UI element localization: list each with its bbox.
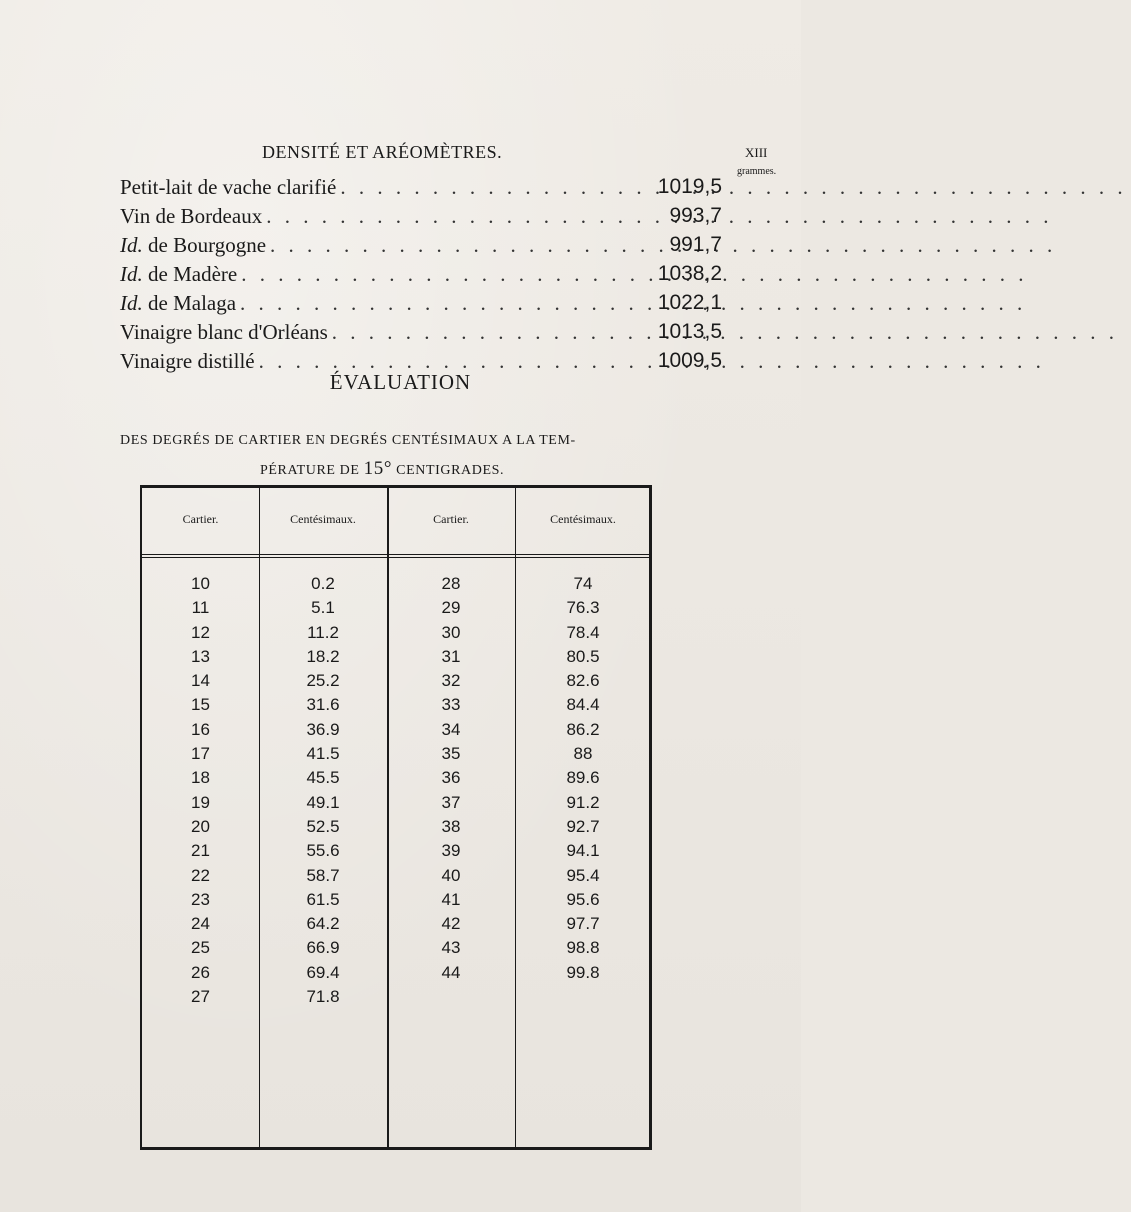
density-item-name: Id. de Malaga	[120, 291, 237, 315]
table-cell: 25.2	[306, 671, 340, 691]
header-title: DENSITÉ ET ARÉOMÈTRES.	[262, 142, 503, 162]
table-cell: 22	[191, 865, 210, 885]
density-item-name: Id. de Madère	[120, 262, 238, 286]
table-cell: 86.2	[566, 719, 600, 739]
table-cell: 52.5	[306, 816, 340, 836]
table-cell: 95.4	[566, 865, 600, 885]
column-centesimaux-left	[259, 572, 387, 1009]
column-centesimaux-right	[515, 572, 651, 985]
table-cell: 71.8	[306, 987, 340, 1007]
density-value: 1019,5	[657, 175, 722, 198]
table-cell: 14	[191, 671, 210, 691]
table-cell: 66.9	[306, 938, 340, 958]
table-cell: 29	[441, 598, 461, 618]
table-cell: 35	[441, 744, 461, 764]
table-header	[142, 488, 649, 558]
table-cell: 45.5	[306, 768, 340, 788]
table-cell: 5.1	[311, 598, 335, 618]
table-cell: 11	[191, 598, 210, 618]
table-cell: 40	[441, 865, 461, 885]
table-cell: 94.1	[566, 841, 600, 861]
table-cell: 61.5	[306, 889, 340, 909]
table-cell: 36.9	[306, 719, 340, 739]
table-cell: 36	[441, 768, 461, 788]
density-item-name: Vinaigre distillé	[120, 349, 255, 373]
section-subtitle	[120, 427, 720, 485]
table-cell: 20	[191, 816, 210, 836]
table-cell: 33	[441, 695, 461, 715]
density-row	[120, 204, 722, 233]
table-cell: 58.7	[306, 865, 340, 885]
table-cell: 84.4	[566, 695, 600, 715]
table-cell: 31.6	[306, 695, 340, 715]
table-cell: 18	[191, 768, 210, 788]
table-cell: 78.4	[566, 622, 600, 642]
density-value: 991,7	[669, 233, 722, 256]
table-cell: 0.2	[311, 574, 335, 593]
table-cell: 41.5	[306, 744, 340, 764]
density-list	[120, 175, 722, 378]
density-item-name: Vin de Bordeaux	[120, 204, 263, 228]
table-cell: 19	[191, 792, 210, 812]
unit-label: grammes.	[737, 166, 777, 177]
table-cell: 37	[441, 792, 461, 812]
running-header	[0, 142, 801, 168]
header-centesimaux: Centésimaux.	[550, 512, 616, 526]
table-cell: 17	[191, 744, 210, 764]
leader-dots	[336, 175, 1130, 200]
table-cell: 38	[441, 816, 461, 836]
table-cell: 23	[191, 889, 210, 909]
density-value: 1022,1	[657, 291, 722, 314]
density-value: 1009,5	[657, 349, 722, 372]
table-cell: 30	[441, 622, 461, 642]
density-value: 993,7	[669, 204, 722, 227]
table-cell: 44	[441, 962, 461, 982]
table-cell: 49.1	[306, 792, 340, 812]
table-cell: 74	[573, 574, 593, 593]
table-cell: 97.7	[566, 914, 600, 934]
page-number: XIII	[745, 145, 768, 160]
table-cell: 10	[191, 574, 210, 593]
table-cell: 64.2	[306, 914, 340, 934]
density-item-name: Vinaigre blanc d'Orléans	[120, 320, 328, 344]
density-row	[120, 320, 722, 349]
subtitle-line-1: DES DEGRÉS DE CARTIER EN DEGRÉS CENTÉSIMAUX A LA TEM-	[120, 433, 576, 448]
section-title: ÉVALUATION	[329, 370, 472, 394]
density-row	[120, 233, 722, 262]
table-cell: 91.2	[566, 792, 600, 812]
density-row	[120, 175, 722, 204]
density-value: 1038,2	[657, 262, 722, 285]
table-cell: 55.6	[306, 841, 340, 861]
column-cartier-right	[387, 572, 515, 985]
table-cell: 98.8	[566, 938, 600, 958]
table-cell: 18.2	[306, 646, 340, 666]
table-cell: 15	[191, 695, 210, 715]
density-row	[120, 262, 722, 291]
table-cell: 34	[441, 719, 461, 739]
table-cell: 89.6	[566, 768, 600, 788]
density-item-name: Id. de Bourgogne	[120, 233, 267, 257]
table-cell: 24	[191, 914, 210, 934]
subtitle-line-2: PÉRATURE DE 15° CENTIGRADES.	[260, 458, 505, 479]
table-cell: 25	[191, 938, 210, 958]
density-item-name: Petit-lait de vache clarifié	[120, 175, 337, 199]
density-value: 1013,5	[657, 320, 722, 343]
table-cell: 27	[191, 987, 210, 1007]
table-cell: 31	[441, 646, 461, 666]
table-cell: 11.2	[307, 622, 339, 642]
table-cell: 28	[441, 574, 461, 593]
table-cell: 92.7	[566, 816, 600, 836]
column-cartier-left	[142, 572, 259, 1009]
table-cell: 21	[191, 841, 210, 861]
table-cell: 88	[573, 744, 593, 764]
header-cartier: Cartier.	[182, 512, 219, 526]
table-cell: 39	[441, 841, 461, 861]
table-cell: 42	[441, 914, 461, 934]
table-cell: 69.4	[306, 962, 340, 982]
table-cell: 43	[441, 938, 461, 958]
table-cell: 13	[191, 646, 210, 666]
density-row	[120, 291, 722, 320]
table-cell: 95.6	[566, 889, 600, 909]
table-cell: 82.6	[566, 671, 600, 691]
table-cell: 80.5	[566, 646, 600, 666]
table-cell: 16	[191, 719, 210, 739]
header-cartier: Cartier.	[433, 512, 469, 526]
table-cell: 99.8	[566, 962, 600, 982]
conversion-table	[140, 485, 652, 1150]
table-cell: 12	[191, 622, 210, 642]
table-cell: 41	[441, 889, 461, 909]
table-cell: 26	[191, 962, 210, 982]
table-cell: 76.3	[566, 598, 600, 618]
leader-dots	[328, 320, 1122, 345]
table-cell: 32	[441, 671, 461, 691]
header-centesimaux: Centésimaux.	[290, 512, 356, 526]
